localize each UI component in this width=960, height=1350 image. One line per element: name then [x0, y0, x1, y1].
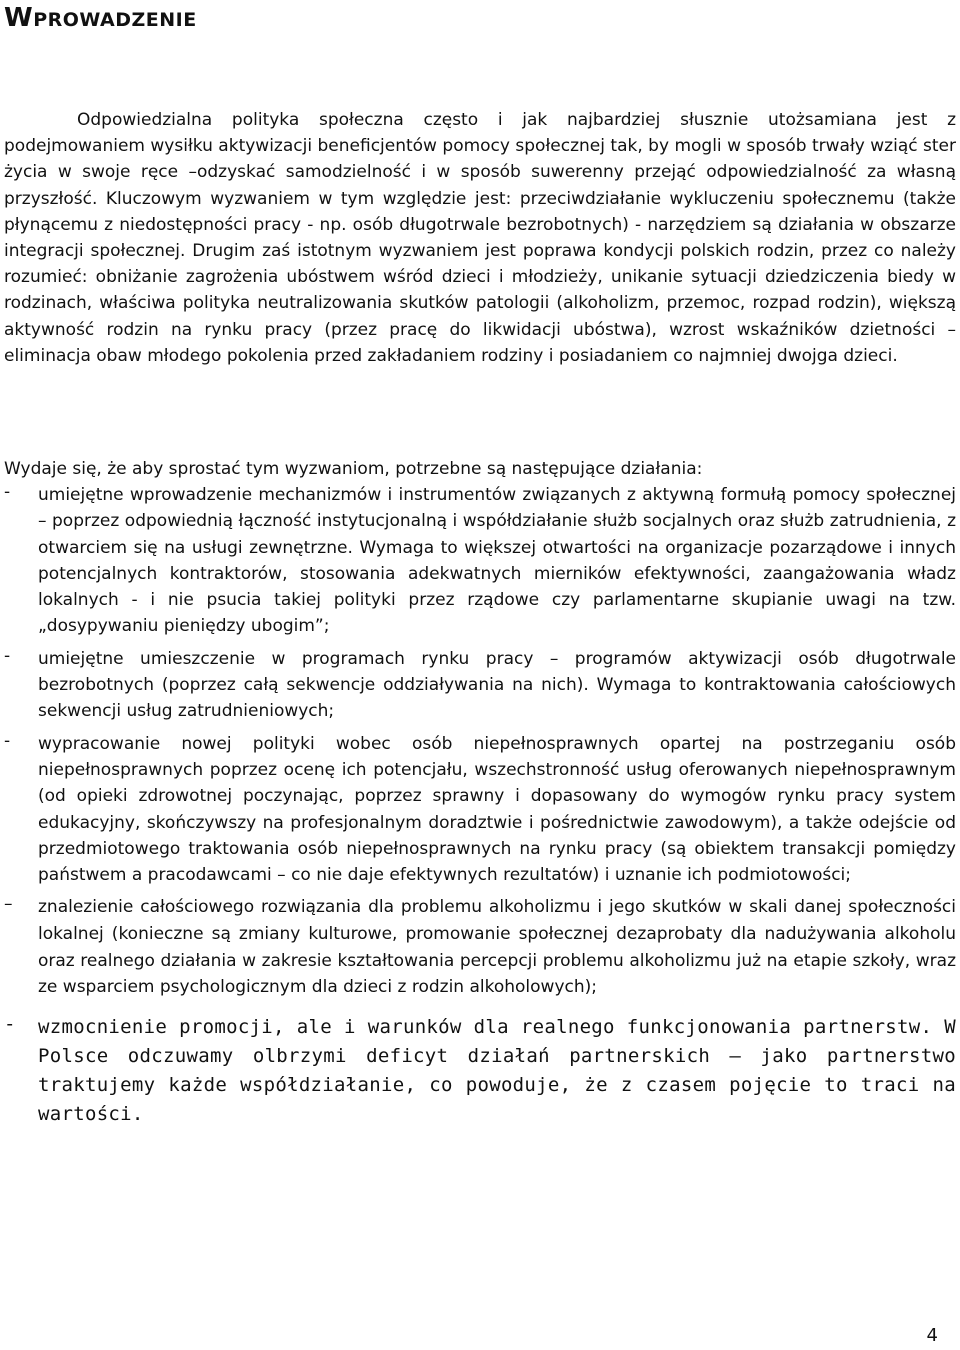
heading-initial: W: [4, 3, 34, 33]
list-item-text: wzmocnienie promocji, ale i warunków dla realnego funkcjonowania partnerstw. W Polsce odczuwamy olbrzymi deficyt działań partnerskich – jako partnerstwo traktujemy każde współdziałanie, co powoduje, że z czasem pojęcie to traci na wartości.: [38, 1015, 956, 1125]
list-bullet-dash: -: [4, 645, 11, 666]
list-bullet-dash: -: [4, 482, 11, 502]
intro-paragraph: Odpowiedzialna polityka społeczna często i jak najbardziej słusznie utożsamiana jest z podejmowaniem wysiłku aktywizacji beneficjentów pomocy społecznej tak, by mogli w sposób trwały wziąć ster życia w swoje ręce –odzyskać samodzielność i w sposób suwerenny przejąć odpowiedzialność za własną przyszłość. Kluczowym wyzwaniem w tym względzie jest: przeciwdziałanie wykluczeniu społecznemu (także płynącemu z niedostępności pracy - np. osób długotrwale bezrobotnych) - narzędziem są działania w obszarze integracji społecznej. Drugim zaś istotnym wyzwaniem jest poprawa kondycji polskich rodzin, przez co należy rozumieć: obniżanie zagrożenia ubóstwem wśród dzieci i młodzieży, unikanie sytuacji dziedziczenia biedy w rodzinach, właściwa polityka neutralizowania skutków patologii (alkoholizm, przemoc, rozpad rodzin), większą aktywność rodzin na rynku pracy (przez pracę do likwidacji ubóstwa), wzrost wskaźników dzietności – eliminacja obaw młodego pokolenia przed zakładaniem rodziny i posiadaniem co najmniej dwojga dzieci.: [4, 110, 956, 366]
list-bullet-dash: –: [4, 894, 13, 915]
section-heading: [4, 2, 197, 36]
list-item-text: umiejętne wprowadzenie mechanizmów i instrumentów związanych z aktywną formułą pomocy społecznej – poprzez odpowiednią łączność instytucjonalną i współdziałanie służb socjalnych oraz służb zatrudnienia, z otwarciem się na usługi zewnętrzne. Wymaga to większej otwartości na organizacje pozarządowe i innych potencjalnych kontraktorów, stosowania adekwatnych mierników efektywności, zaangażowania władz lokalnych - i nie psucia takiej polityki przez rządowe czy parlamentarne skupianie uwagi na tzw. „dosypywaniu pieniędzy ubogim”;: [38, 485, 956, 637]
heading-rest: PROWADZENIE: [33, 9, 197, 31]
list-item-text: wypracowanie nowej polityki wobec osób niepełnosprawnych opartej na postrzeganiu osób niepełnosprawnych poprzez ocenę ich potencjału, wszechstronność usług oferowanych niepełnosprawnym (od opieki zdrowotnej poczynając, poprzez sprawny i dopasowany do wymogów rynku pracy system edukacyjny, skończywszy na profesjonalnym doradztwie i pośrednictwie zawodowym), a także odejście od przedmiotowego traktowania osób niepełnosprawnych na rynku pracy (są obiektem transakcji pomiędzy państwem a pracodawcami – co nie daje efektywnych rezultatów) i uznanie ich podmiotowości;: [38, 733, 956, 886]
lead-sentence: Wydaje się, że aby sprostać tym wyzwaniom, potrzebne są następujące działania:: [4, 459, 703, 479]
page-number: 4: [926, 1325, 938, 1346]
list-bullet-dash: -: [4, 1012, 16, 1035]
list-bullet-dash: -: [4, 730, 11, 751]
action-list: [0, 482, 956, 1129]
list-item: [0, 731, 956, 889]
list-item: [0, 646, 956, 725]
list-item-text: znalezienie całościowego rozwiązania dla problemu alkoholizmu i jego skutków w skali danej społeczności lokalnej (konieczne są zmiany kulturowe, promowanie społecznej dezaprobaty dla nadużywania alkoholu oraz realnego działania w zakresie kształtowania percepcji problemu alkoholizmu już na etapie szkoły, wraz ze wsparciem psychologicznym dla dzieci z rodzin alkoholowych);: [38, 897, 956, 998]
list-item-text: umiejętne umieszczenie w programach rynku pracy – programów aktywizacji osób długotrwale bezrobotnych (poprzez całą sekwencje oddziaływania na nich). Wymaga to kontraktowania całościowych sekwencji usług zatrudnieniowych;: [38, 648, 956, 722]
list-item: [0, 1013, 956, 1129]
list-item: [0, 894, 956, 1000]
list-item: [0, 482, 956, 640]
